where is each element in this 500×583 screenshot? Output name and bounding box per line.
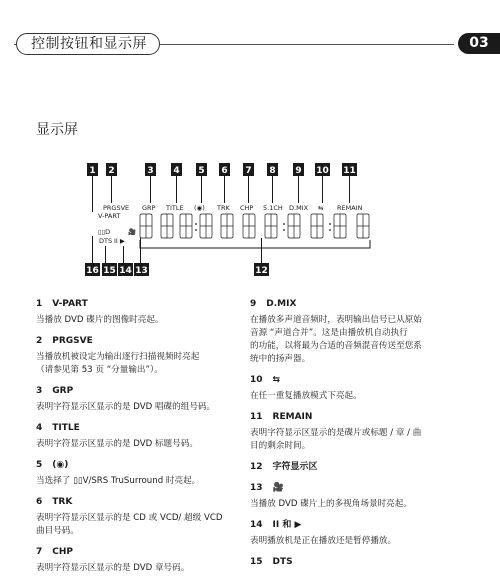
item-description: 表明字符显示区显示的是 CD 或 VCD/ 超级 VCD 曲目号码。	[36, 513, 223, 536]
svg-text:14: 14	[119, 266, 132, 276]
svg-text:4: 4	[173, 166, 180, 176]
item-number: 3	[36, 386, 43, 396]
segment-digit	[200, 214, 212, 238]
item-angle	[250, 482, 455, 511]
badge-10	[315, 163, 330, 176]
colon-dots	[195, 223, 331, 231]
item-character-display	[250, 461, 455, 474]
top-badges	[87, 163, 357, 176]
item-title	[36, 422, 241, 451]
lcd-chp: CHP	[240, 204, 254, 212]
item-title: PRGSVE	[52, 336, 93, 346]
item-number: 10	[250, 375, 263, 385]
page-number-tab: 03	[458, 33, 500, 54]
items-left-column	[36, 298, 241, 583]
item-number: 1	[36, 299, 43, 309]
item-title: REMAIN	[272, 412, 313, 422]
svg-text:12: 12	[255, 266, 268, 276]
item-number: 15	[250, 557, 263, 567]
badge-14	[118, 263, 133, 276]
item-title: V-PART	[52, 299, 88, 309]
segment-digit	[357, 214, 369, 238]
repeat-icon: ⇆	[272, 375, 281, 385]
badge-12	[254, 263, 269, 276]
svg-text:2: 2	[108, 166, 115, 176]
badge-6	[219, 163, 230, 176]
chapter-title: 控制按钮和显示屏	[16, 33, 160, 55]
badge-9	[293, 163, 304, 176]
lcd-prgsve: PRGSVE	[103, 204, 130, 212]
svg-text:7: 7	[245, 166, 252, 176]
svg-text:8: 8	[269, 166, 276, 176]
item-title: CHP	[52, 547, 73, 557]
item-number: 2	[36, 336, 43, 346]
item-play-pause	[250, 519, 455, 548]
bottom-leaders	[93, 236, 371, 263]
item-title: TRK	[52, 497, 73, 507]
item-number: 11	[250, 412, 263, 422]
bottom-badges	[85, 263, 269, 276]
badge-3	[145, 163, 156, 176]
display-diagram	[0, 0, 500, 290]
lcd-dmix: D.MIX	[289, 204, 309, 212]
svg-text:11: 11	[343, 166, 356, 176]
item-trk	[36, 496, 241, 538]
item-title: DTS	[272, 557, 293, 567]
item-grp	[36, 385, 241, 414]
lcd-grp: GRP	[142, 204, 156, 212]
item-remain	[250, 411, 455, 453]
lcd-v-part: V-PART	[98, 212, 121, 220]
badge-5	[196, 163, 207, 176]
svg-text:3: 3	[147, 166, 154, 176]
item-description: 当播放 DVD 碟片的图像时亮起。	[36, 315, 164, 325]
item-description: 在任一重复播放模式下亮起。	[250, 391, 362, 401]
segment-digit	[288, 214, 300, 238]
item-number: 7	[36, 547, 43, 557]
item-number: 4	[36, 423, 43, 433]
badge-2	[106, 163, 117, 176]
svg-text:15: 15	[103, 266, 116, 276]
item-number: 13	[250, 483, 263, 493]
item-number: 14	[250, 520, 263, 530]
segment-digit	[140, 214, 152, 238]
item-title: TITLE	[52, 423, 80, 433]
svg-text:13: 13	[135, 266, 148, 276]
badge-7	[243, 163, 254, 176]
item-description: 表明字符显示区显示的是 DVD 章号码。	[36, 563, 190, 573]
lcd-playpause: II ▶	[114, 237, 125, 245]
lcd-surround: (◉)	[194, 204, 205, 212]
play-pause-icon: II 和 ▶	[272, 520, 302, 530]
item-prgsve	[36, 335, 241, 377]
segment-digit	[265, 214, 277, 238]
item-description: 表明播放机是正在播放还是暂停播放。	[250, 536, 397, 546]
lcd-remain: REMAIN	[337, 204, 363, 212]
item-number: 12	[250, 462, 263, 472]
segment-digit	[243, 214, 255, 238]
svg-text:16: 16	[86, 266, 99, 276]
item-title: 字符显示区	[272, 462, 318, 472]
item-description: 当播放机被设定为输出逐行扫描视频时亮起 （请参见第 53 页 “分量输出”）。	[36, 352, 200, 375]
badge-13	[134, 263, 149, 276]
badge-1	[87, 163, 98, 176]
camera-angle-icon: 🎥	[272, 483, 284, 493]
item-dts	[250, 556, 455, 569]
lcd-dolby: ▯▯D	[98, 228, 111, 236]
svg-text:9: 9	[295, 166, 302, 176]
segment-digit	[334, 214, 346, 238]
section-title: 显示屏	[36, 122, 78, 138]
item-description: 在播放多声道音频时，表明输出信号已从原始 音源 “声道合并”。这是由播放机自动执行 的功能，以将最为合适的音频混音传送至您系 统中的扬声器。	[250, 315, 422, 364]
item-repeat	[250, 374, 455, 403]
item-chp	[36, 546, 241, 575]
lcd-repeat: ⇆	[318, 204, 324, 212]
item-v-part	[36, 298, 241, 327]
badge-4	[171, 163, 182, 176]
item-description: 表明字符显示区显示的是碟片或标题 / 章 / 曲 目的剩余时间。	[250, 428, 422, 451]
item-surround	[36, 459, 241, 488]
lcd-51ch: 5.1CH	[263, 204, 283, 212]
item-title: D.MIX	[266, 299, 297, 309]
surround-icon: (◉)	[52, 460, 69, 470]
item-dmix	[250, 298, 455, 366]
badge-15	[102, 263, 117, 276]
segment-digit	[180, 214, 192, 238]
items-right-column	[250, 298, 455, 577]
badge-11	[342, 163, 357, 176]
item-title: GRP	[52, 386, 74, 396]
segment-digit	[161, 214, 173, 238]
segment-digit	[221, 214, 233, 238]
item-description: 表明字符显示区显示的是 DVD 标题号码。	[36, 439, 198, 449]
lcd-trk: TRK	[217, 204, 230, 212]
lcd-dts: DTS	[99, 237, 113, 245]
item-number: 9	[250, 299, 257, 309]
svg-text:5: 5	[198, 166, 205, 176]
lcd-angle: 🎥	[128, 228, 137, 236]
item-description: 表明字符显示区显示的是 DVD 唱碟的组号码。	[36, 402, 216, 412]
item-description: 当播放 DVD 碟片上的多视角场景时亮起。	[250, 499, 412, 509]
svg-text:10: 10	[316, 166, 329, 176]
character-display	[140, 214, 369, 238]
item-number: 5	[36, 460, 43, 470]
badge-8	[267, 163, 278, 176]
item-number: 6	[36, 497, 43, 507]
segment-digit	[311, 214, 323, 238]
item-description: 当选择了 ▯▯V/SRS TruSurround 时亮起。	[36, 476, 201, 486]
svg-text:6: 6	[221, 166, 228, 176]
badge-16	[85, 263, 100, 276]
svg-text:1: 1	[89, 166, 96, 176]
lcd-title: TITLE	[166, 204, 184, 212]
